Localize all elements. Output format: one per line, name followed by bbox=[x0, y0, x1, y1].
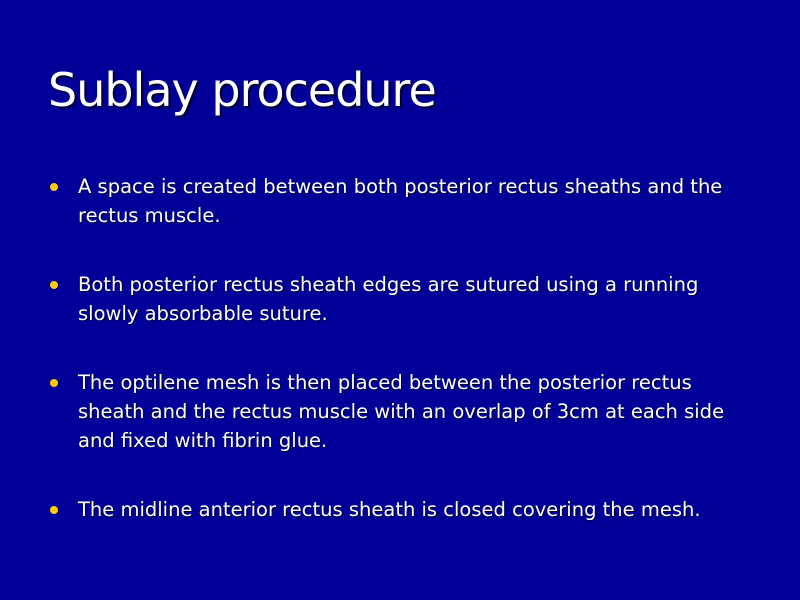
slide-title: Sublay procedure bbox=[48, 63, 436, 117]
bullet-item bbox=[48, 495, 738, 524]
bullet-text: A space is created between both posterior rectus sheaths and the rectus muscle. bbox=[78, 175, 723, 227]
bullet-dot-icon bbox=[50, 379, 58, 387]
bullet-dot-icon bbox=[50, 281, 58, 289]
bullet-item bbox=[48, 270, 738, 328]
bullet-item bbox=[48, 172, 738, 230]
bullet-text: Both posterior rectus sheath edges are sutured using a running slowly absorbable suture. bbox=[78, 273, 699, 325]
bullet-item bbox=[48, 368, 738, 455]
bullet-list bbox=[48, 172, 738, 524]
bullet-text: The optilene mesh is then placed between the posterior rectus sheath and the rectus muscle with an overlap of 3cm at each side and fixed with fibrin glue. bbox=[78, 371, 725, 452]
bullet-text: The midline anterior rectus sheath is closed covering the mesh. bbox=[78, 498, 701, 521]
bullet-dot-icon bbox=[50, 183, 58, 191]
bullet-dot-icon bbox=[50, 506, 58, 514]
